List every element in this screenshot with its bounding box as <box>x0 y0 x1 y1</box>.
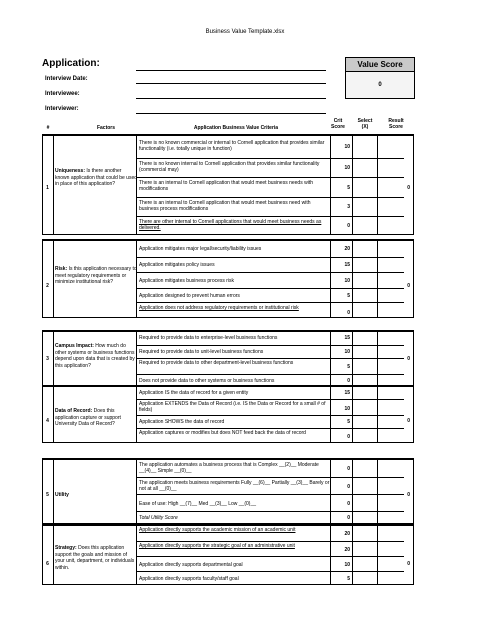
result-score: 0 <box>407 283 410 289</box>
criterion-text: There is no known commercial or internal to Cornell application that provides similar functionality (i.e. totally unique in function) <box>139 140 325 153</box>
interviewer-field[interactable] <box>136 113 326 114</box>
factor-description <box>55 168 137 188</box>
criterion-score: 5 <box>347 419 350 425</box>
document-title: Business Value Template.xlsx <box>205 29 285 35</box>
criterion-text: Application directly supports the academic mission of an academic unit <box>139 527 296 533</box>
interviewer-label: Interviewer: <box>45 106 79 112</box>
factor-description <box>55 343 137 369</box>
factor-title: Data of Record: <box>55 408 93 414</box>
criterion-score: 5 <box>347 185 350 191</box>
criterion-text: Required to provide data to enterprise-level business functions <box>139 335 278 341</box>
criterion-score: 20 <box>344 246 350 252</box>
criterion-row <box>137 177 404 198</box>
criterion-row <box>137 136 404 158</box>
factor-text: Is there another known application that could be used in place of this application? <box>55 168 138 187</box>
criterion-row <box>137 541 404 557</box>
header-number: # <box>46 125 50 131</box>
section-campus-impact <box>42 330 414 386</box>
criterion-row <box>137 257 404 273</box>
criterion-row <box>137 460 404 477</box>
criterion-score: 10 <box>344 278 350 284</box>
result-score: 0 <box>407 492 410 498</box>
result-score: 0 <box>407 356 410 362</box>
factor-description <box>55 545 137 571</box>
header-criteria: Application Business Value Criteria <box>193 125 279 131</box>
result-score: 0 <box>407 418 410 424</box>
factor-number: 1 <box>46 185 49 191</box>
criterion-score: 0 <box>347 484 350 490</box>
factor-number: 3 <box>46 356 49 362</box>
factor-text: How much do other systems or business functions depend upon data that is created by this application? <box>55 343 135 369</box>
section-strategy <box>42 524 414 585</box>
criterion-score: 15 <box>344 390 350 396</box>
factor-description <box>55 492 137 499</box>
criterion-text: Application IS the data of record for a given entity <box>139 390 249 396</box>
criterion-score: 3 <box>347 204 350 210</box>
criterion-row <box>137 197 404 217</box>
criterion-text: There are other internal to Cornell applications that would meet business needs as delivered. <box>139 219 322 232</box>
factor-number: 4 <box>46 418 49 424</box>
result-score: 0 <box>407 561 410 567</box>
criterion-score: 0 <box>347 378 350 384</box>
criterion-row <box>137 241 404 257</box>
criterion-score: 10 <box>344 349 350 355</box>
criterion-score: 0 <box>347 223 350 229</box>
criterion-text: Required to provide data to other department-level business functions <box>139 360 294 366</box>
header-select <box>352 118 378 130</box>
interviewee-label: Interviewee: <box>45 91 80 97</box>
header-result-score <box>382 118 410 130</box>
application-label: Application: <box>42 58 100 69</box>
factor-title: Strategy: <box>55 545 77 551</box>
factor-title: Utility <box>55 492 69 498</box>
section-utility <box>42 458 414 524</box>
criterion-score: 20 <box>344 531 350 537</box>
section-uniqueness <box>42 134 414 235</box>
value-score-header: Value Score <box>346 58 414 72</box>
value-score-value: 0 <box>378 82 382 88</box>
criterion-score: 0 <box>347 434 350 440</box>
header-crit-score-line1: Crit <box>333 118 343 124</box>
criterion-score: 0 <box>347 515 350 521</box>
criterion-text: Application mitigates business process risk <box>139 278 235 284</box>
criterion-text: Application EXTENDS the Data of Record (i.e. IS the Data or Record for a small # of fields) <box>139 401 326 414</box>
criterion-score: 10 <box>344 165 350 171</box>
factor-title: Risk: <box>55 266 68 272</box>
criterion-score: 10 <box>344 144 350 150</box>
criterion-score: 10 <box>344 562 350 568</box>
criterion-text: Application directly supports departmental goal <box>139 562 243 568</box>
criterion-text: Total Utility Score <box>139 515 178 521</box>
criterion-text: There is an internal to Cornell application that would meet business needs with modifications <box>139 180 313 193</box>
criterion-score: 0 <box>347 501 350 507</box>
header-result-line2: Score <box>389 124 403 130</box>
criterion-text: There is no known internal to Cornell application that provides similar functionality (commercial may) <box>139 161 320 174</box>
criterion-row <box>137 415 404 429</box>
interviewee-field[interactable] <box>136 98 326 99</box>
header-result-line1: Result <box>388 118 404 124</box>
factor-title: Uniqueness: <box>55 168 86 174</box>
criterion-text: Does not provide data to other systems or business functions <box>139 378 275 384</box>
criterion-row <box>137 358 404 375</box>
value-score-box <box>345 57 415 99</box>
criterion-row <box>137 399 404 416</box>
header-select-line2: (X) <box>361 124 369 130</box>
factor-text: Does this application support the goals and mission of your unit, department, or individuals within. <box>55 545 135 571</box>
criterion-score: 20 <box>344 547 350 553</box>
criterion-text: The application automates a business process that is Complex __(2)__ Moderate __(4)__ Simple __(0)__ <box>139 462 319 475</box>
factor-number: 6 <box>46 561 49 567</box>
section-data-of-record <box>42 386 414 443</box>
criterion-row <box>137 216 404 236</box>
criterion-row <box>137 477 404 495</box>
interview-date-field[interactable] <box>136 83 326 84</box>
criterion-score: 0 <box>347 466 350 472</box>
criterion-text: There is an internal to Cornell application that would meet business need with business process modifications <box>139 200 311 213</box>
criterion-text: The application meets business requirements Fully __(6)__ Partially __(3)__ Barely or not at all __(0)__ <box>139 480 330 493</box>
criterion-row <box>137 494 404 512</box>
criterion-row <box>137 428 404 444</box>
criterion-text: Application does not address regulatory requirements or institutional risk <box>139 305 299 311</box>
criterion-text: Application designed to prevent human errors <box>139 293 240 299</box>
criterion-row <box>137 387 404 399</box>
criterion-score: 15 <box>344 335 350 341</box>
criterion-score: 15 <box>344 262 350 268</box>
criterion-score: 5 <box>347 576 350 582</box>
factor-description <box>55 408 137 428</box>
factor-number: 5 <box>46 492 49 498</box>
criterion-text: Application directly supports faculty/staff goal <box>139 576 239 582</box>
criterion-row <box>137 288 404 303</box>
application-field[interactable] <box>136 70 326 71</box>
factor-text: Does this application capture or support University Data of Record? <box>55 408 121 427</box>
criterion-text: Application captures or modifies but does NOT feed back the data of record <box>139 430 306 436</box>
factor-text: Is this application necessary to meet regulatory requirements or minimize institutional risk? <box>55 266 137 285</box>
criterion-score: 10 <box>344 406 350 412</box>
criterion-row <box>137 345 404 359</box>
factor-number: 2 <box>46 283 49 289</box>
criterion-text: Application mitigates major legal/security/liability issues <box>139 246 262 252</box>
header-crit-score-line2: Score <box>331 124 345 130</box>
criterion-row <box>137 556 404 572</box>
criterion-row <box>137 571 404 586</box>
result-score: 0 <box>407 185 410 191</box>
criterion-row <box>137 511 404 525</box>
criterion-row <box>137 526 404 541</box>
criterion-row <box>137 332 404 345</box>
factor-description <box>55 266 137 286</box>
criterion-row <box>137 272 404 289</box>
factor-title: Campus Impact: <box>55 343 94 349</box>
criterion-score: 0 <box>347 310 350 316</box>
header-factors: Factors <box>96 125 116 131</box>
criterion-text: Application mitigates policy issues <box>139 262 215 268</box>
header-select-line1: Select <box>357 118 373 124</box>
criterion-text: Ease of use: High __(7)__ Med __(3)__ Low __(0)__ <box>139 501 257 507</box>
criterion-score: 5 <box>347 293 350 299</box>
criterion-score: 5 <box>347 364 350 370</box>
criterion-row <box>137 302 404 319</box>
criterion-text: Application SHOWS the data of record <box>139 419 225 425</box>
section-risk <box>42 239 414 318</box>
criterion-row <box>137 158 404 178</box>
criterion-text: Required to provide data to unit-level business functions <box>139 349 264 355</box>
header-crit-score <box>325 118 351 130</box>
criterion-text: Application directly supports the strategic goal of an administrative unit <box>139 543 295 549</box>
interview-date-label: Interview Date: <box>45 76 88 82</box>
